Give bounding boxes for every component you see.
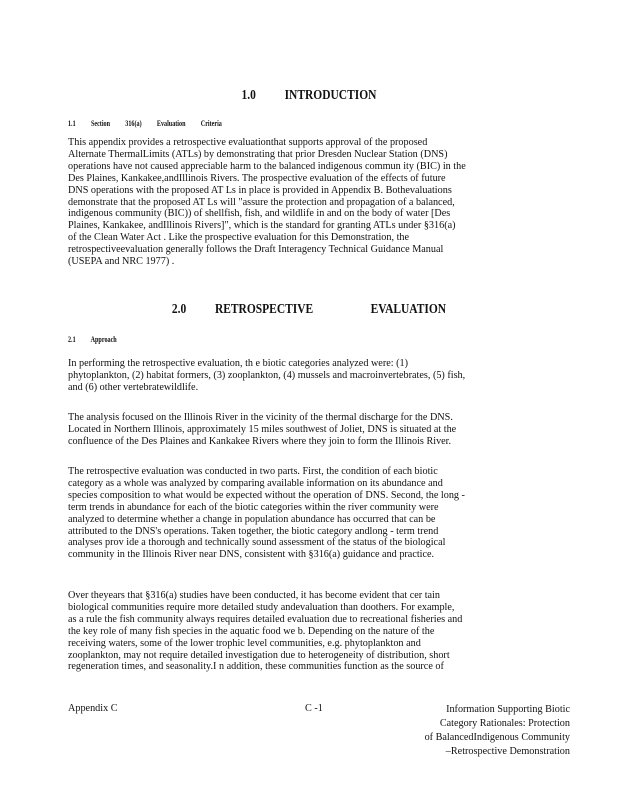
- section-1-1-heading: 1.1 Section 316(a) Evaluation Criteria: [68, 118, 222, 128]
- approach-paragraph: [68, 358, 538, 394]
- text-line: DNS operations with the proposed AT Ls in place is provided in Appendix B. Bothevaluations: [68, 184, 452, 196]
- text-line: as a rule the fish community always requires detailed evaluation due to recreational fisheries and: [68, 613, 463, 625]
- footer-title-line: of BalancedIndigenous Community: [424, 732, 570, 743]
- footer-document-title: [395, 703, 570, 759]
- text-line: Over theyears that §316(a) studies have been conducted, it has become evident that cer tain: [68, 590, 440, 601]
- text-line: phytoplankton, (2) habitat formers, (3) zooplankton, (4) mussels and macroinvertebrates, (5) fish,: [68, 369, 466, 381]
- section-2-heading: 2.0 RETROSPECTIVE EVALUATION: [171, 302, 447, 317]
- text-line: confluence of the Des Plaines and Kankakee Rivers where they join to form the Illinois River.: [68, 435, 452, 447]
- text-line: biological communities require more detailed study andevaluation than doothers. For example,: [68, 601, 455, 613]
- retrospective-paragraph: [68, 466, 538, 561]
- analysis-paragraph: [68, 412, 538, 448]
- text-line: zooplankton, may not require detailed investigation due to heterogeneity of distribution, short: [68, 649, 450, 661]
- text-line: analyses prov ide a thorough and technically sound assessment of the status of the biological: [68, 537, 446, 549]
- text-line: community in the Illinois River near DNS, consistent with §316(a) guidance and practice.: [68, 549, 435, 561]
- text-line: Located in Northern Illinois, approximately 15 miles southwest of Joliet, DNS is situated at the: [68, 423, 457, 435]
- text-line: Plaines, Kankakee, andIllinois Rivers]", which is the standard for granting ATLs under §316(a): [68, 220, 456, 232]
- section-1-heading: 1.0 INTRODUCTION: [241, 88, 377, 103]
- text-line: indigenous community (BIC)) of shellfish, fish, and wildlife in and on the body of water [Des: [68, 208, 451, 220]
- text-line: Alternate ThermalLimits (ATLs) by demonstrating that prior Dresden Nuclear Station (DNS): [68, 148, 448, 160]
- text-line: operations have not caused appreciable harm to the balanced indigenous commun ity (BIC) in the: [68, 160, 466, 172]
- footer-title-line: –Retrospective Demonstration: [445, 746, 570, 757]
- text-line: the key role of many fish species in the aquatic food we b. Depending on the nature of the: [68, 625, 435, 637]
- text-line: receiving waters, some of the lower trophic level communities, e.g. phytoplankton and: [68, 637, 421, 649]
- text-line: category as a whole was analyzed by comparing available information on its abundance and: [68, 477, 443, 489]
- footer-title-line: Category Rationales: Protection: [439, 718, 570, 729]
- text-line: The analysis focused on the Illinois River in the vicinity of the thermal discharge for the DNS.: [68, 412, 453, 423]
- footer-appendix-label: Appendix C: [68, 703, 118, 714]
- text-line: In performing the retrospective evaluation, th e biotic categories analyzed were: (1): [68, 358, 409, 369]
- text-line: analyzed to determine whether a change in population abundance has occurred that can be: [68, 513, 436, 525]
- text-line: regeneration times, and seasonality.I n addition, these communities function as the source of: [68, 661, 444, 673]
- text-line: of the Clean Water Act . Like the prospective evaluation for this Demonstration, the: [68, 232, 410, 244]
- text-line: and (6) other vertebratewildlife.: [68, 381, 199, 393]
- text-line: species composition to what would be expected without the operation of DNS. Second, the long -: [68, 489, 465, 501]
- text-line: Des Plaines, Kankakee,andIllinois Rivers. The prospective evaluation of the effects of future: [68, 172, 446, 184]
- text-line: (USEPA and NRC 1977) .: [68, 256, 175, 268]
- text-line: retrospectiveevaluation generally follows the Draft Interagency Technical Guidance Manual: [68, 244, 444, 256]
- section-2-1-heading: 2.1 Approach: [68, 334, 117, 344]
- footer-title-line: Information Supporting Biotic: [446, 704, 570, 715]
- text-line: attributed to the DNS's operations. Taken together, the biotic category andlong - term trend: [68, 525, 439, 537]
- intro-paragraph: [68, 137, 538, 268]
- text-line: The retrospective evaluation was conducted in two parts. First, the condition of each biotic: [68, 466, 438, 477]
- text-line: demonstrate that the proposed AT Ls will "assure the protection and propagation of a balanced,: [68, 196, 455, 208]
- text-line: term trends in abundance for each of the biotic categories within the river community were: [68, 501, 439, 513]
- text-line: This appendix provides a retrospective evaluationthat supports approval of the proposed: [68, 137, 428, 148]
- studies-paragraph: [68, 590, 538, 673]
- footer-page-number: C -1: [305, 703, 323, 714]
